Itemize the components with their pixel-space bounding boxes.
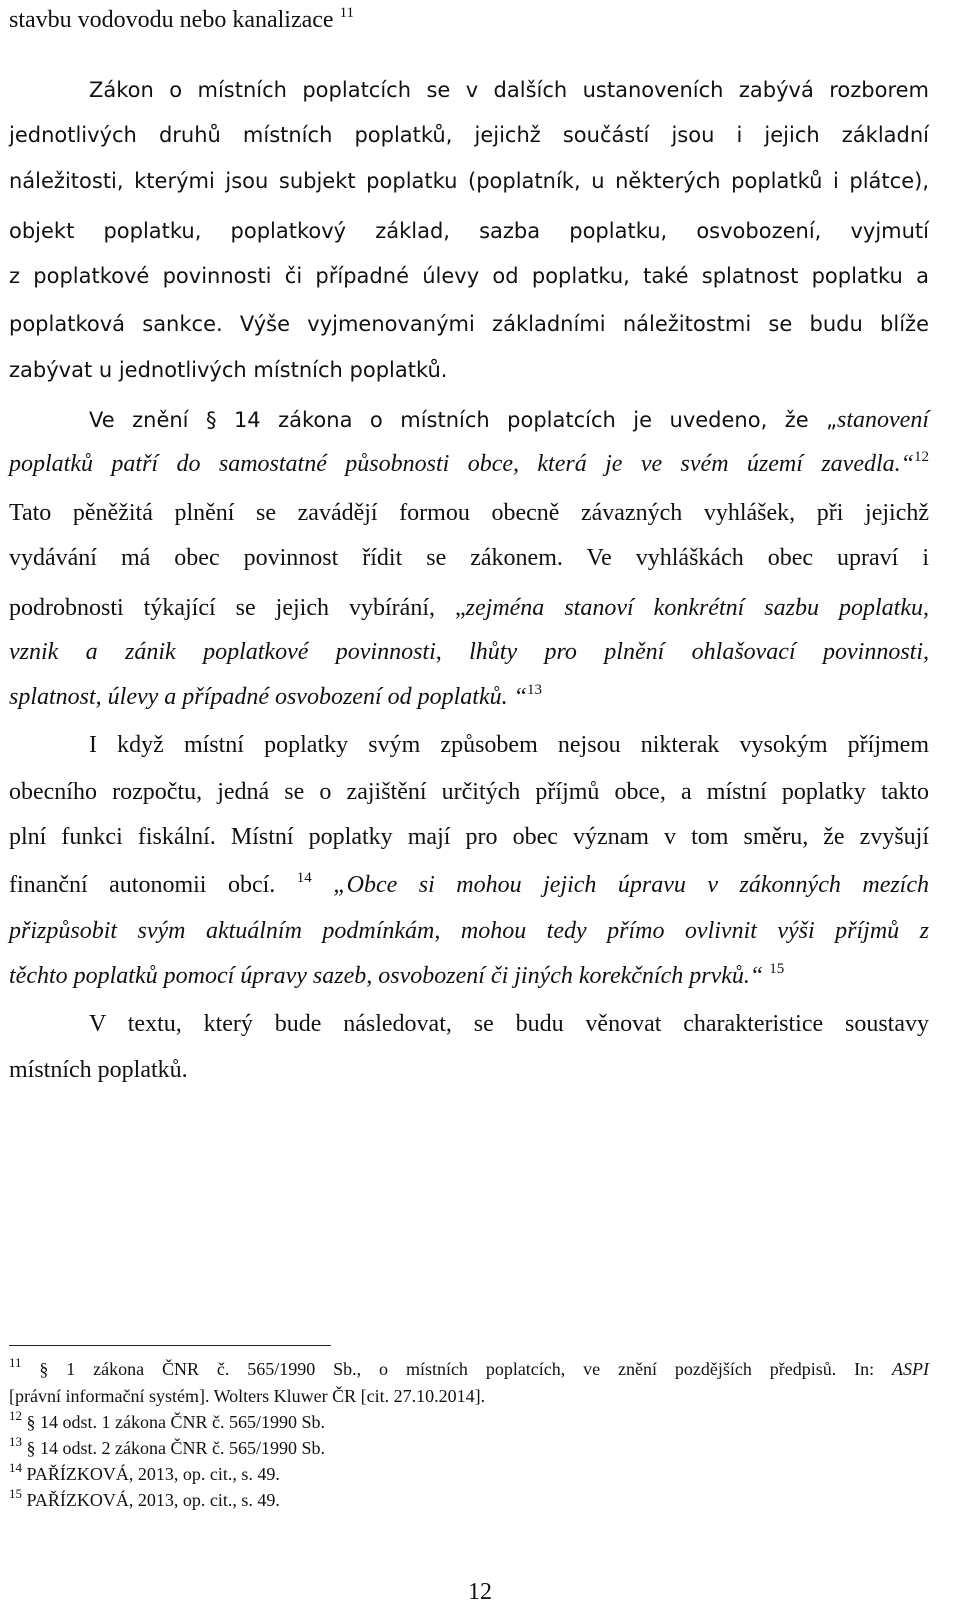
text-line: zabývat u jednotlivých místních poplatků. bbox=[9, 358, 448, 382]
text-line: plní funkci fiskální. Místní poplatky mají pro obec význam v tom směru, že zvyšují bbox=[9, 824, 929, 850]
footnote-ref[interactable]: 11 bbox=[339, 5, 355, 21]
footnote-ref[interactable]: 15 bbox=[769, 961, 785, 977]
text-line: jednotlivých druhů místních poplatků, jejichž součástí jsou i jejich základní bbox=[9, 123, 929, 147]
quote-line: poplatků patří do samostatné působnosti obce, která je ve svém území zavedla.“$^{12}$ bbox=[9, 449, 929, 477]
text-line: stavbu vodovodu nebo kanalizace $^{11}$ bbox=[9, 5, 355, 33]
footnote-11-continued: [právní informační systém]. Wolters Kluwer ČR [cit. 27.10.2014]. bbox=[9, 1386, 486, 1406]
quote-line: splatnost, úlevy a případné osvobození od poplatků. “$^{13}$ bbox=[9, 682, 542, 710]
text-line: z poplatkové povinnosti či případné úlevy od poplatku, také splatnost poplatku a bbox=[9, 264, 929, 288]
text-line: místních poplatků. bbox=[9, 1057, 188, 1083]
text-line: náležitosti, kterými jsou subjekt poplatku (poplatník, u některých poplatků i plátce), bbox=[9, 169, 929, 193]
footnote-ref[interactable]: 14 bbox=[296, 870, 312, 886]
quote-line: vznik a zánik poplatkové povinnosti, lhůty pro plnění ohlašovací povinnosti, bbox=[9, 639, 929, 665]
page-number: 12 bbox=[468, 1579, 492, 1605]
quote-line: těchto poplatků pomocí úpravy sazeb, osvobození či jiných korekčních prvků.“ $^{15}$ bbox=[9, 961, 785, 989]
footnote-15: $^{15}$ PAŘÍZKOVÁ, 2013, op. cit., s. 49. bbox=[9, 1486, 280, 1510]
paragraph-start: V textu, který bude následovat, se budu věnovat charakteristice soustavy bbox=[89, 1011, 929, 1037]
footnote-13: $^{13}$ § 14 odst. 2 zákona ČNR č. 565/1990 Sb. bbox=[9, 1434, 325, 1458]
text-line: podrobnosti týkající se jejich vybírání, „zejména stanoví konkrétní sazbu poplatku, bbox=[9, 595, 929, 621]
footnote-ref[interactable]: 12 bbox=[914, 449, 929, 465]
text-line: obecního rozpočtu, jedná se o zajištění určitých příjmů obce, a místní poplatky takto bbox=[9, 779, 929, 805]
footnote-12: $^{12}$ § 14 odst. 1 zákona ČNR č. 565/1990 Sb. bbox=[9, 1408, 325, 1432]
quote-line: přizpůsobit svým aktuálním podmínkám, mohou tedy přímo ovlivnit výši příjmů z bbox=[9, 918, 929, 944]
text-line: Tato pěněžitá plnění se zavádějí formou obecně závazných vyhlášek, při jejichž bbox=[9, 500, 929, 526]
paragraph-start: I když místní poplatky svým způsobem nejsou nikterak vysokým příjmem bbox=[89, 732, 929, 758]
footnote-11: $^{11}$ § 1 zákona ČNR č. 565/1990 Sb., o místních poplatcích, ve znění pozdějších předpisů. In: ASPI bbox=[9, 1355, 929, 1379]
text-line: finanční autonomii obcí. $^{14}$ „Obce si mohou jejich úpravu v zákonných mezích bbox=[9, 870, 929, 898]
paragraph-start: Ve znění § 14 zákona o místních poplatcích je uvedeno, že „stanovení bbox=[89, 407, 929, 433]
footnote-separator bbox=[9, 1345, 331, 1346]
text-line: poplatková sankce. Výše vyjmenovanými základními náležitostmi se budu blíže bbox=[9, 312, 929, 336]
text-line: vydávání má obec povinnost řídit se zákonem. Ve vyhláškách obec upraví i bbox=[9, 545, 930, 571]
footnote-14: $^{14}$ PAŘÍZKOVÁ, 2013, op. cit., s. 49. bbox=[9, 1460, 280, 1484]
paragraph-start: Zákon o místních poplatcích se v dalších ustanoveních zabývá rozborem bbox=[89, 78, 929, 102]
text-line: objekt poplatku, poplatkový základ, sazba poplatku, osvobození, vyjmutí bbox=[9, 219, 929, 243]
footnote-ref[interactable]: 13 bbox=[526, 682, 542, 698]
